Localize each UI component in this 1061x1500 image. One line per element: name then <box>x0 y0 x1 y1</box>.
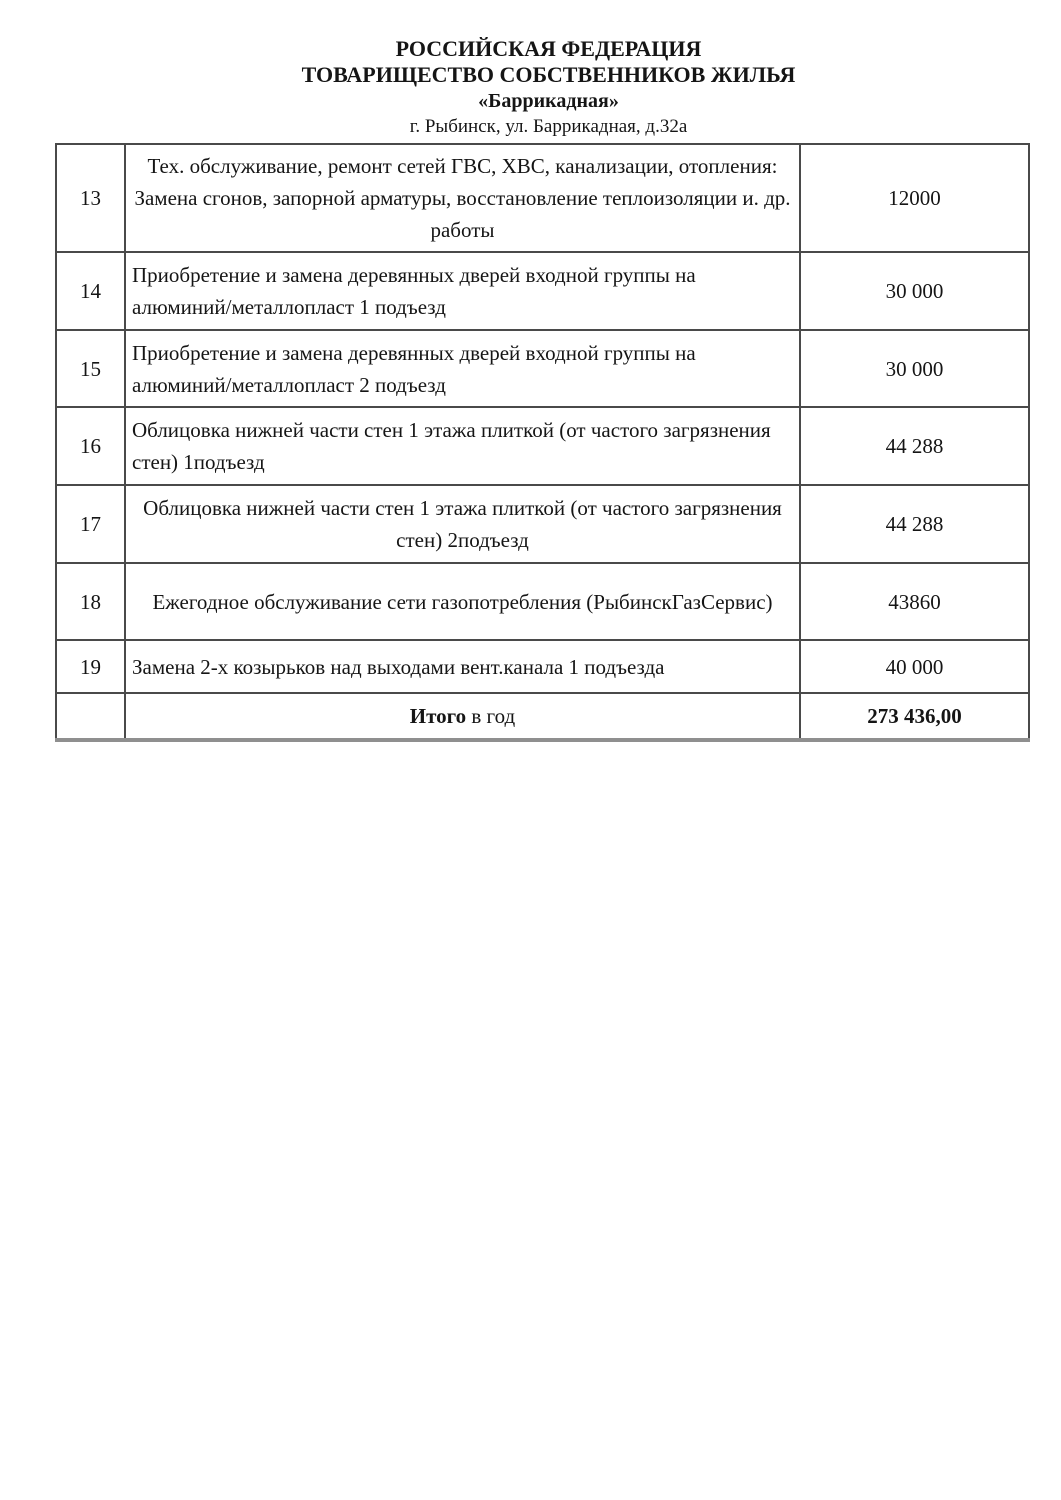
header-organization-name: «Баррикадная» <box>478 90 619 112</box>
table-row-18 <box>56 563 1029 640</box>
row-amount-cell: 44 288 <box>800 407 1029 485</box>
table-row-14 <box>56 252 1029 330</box>
table-row-15 <box>56 330 1029 407</box>
row-description-cell: Облицовка нижней части стен 1 этажа плиткой (от частого загрязнения стен) 2подъезд <box>125 485 800 563</box>
row-number-cell: 17 <box>56 485 125 563</box>
row-description-cell: Облицовка нижней части стен 1 этажа плиткой (от частого загрязнения стен) 1подъезд <box>125 407 800 485</box>
table-row-16 <box>56 407 1029 485</box>
total-label-rest: в год <box>466 704 516 728</box>
header-address: г. Рыбинск, ул. Баррикадная, д.32а <box>409 116 688 137</box>
row-description-cell: Тех. обслуживание, ремонт сетей ГВС, ХВС, канализации, отопления: Замена сгонов, запорной арматуры, восстановление теплоизоляции и. др. работы <box>125 144 800 252</box>
row-amount-cell: 43860 <box>800 563 1029 640</box>
row-number-cell: 14 <box>56 252 125 330</box>
row-amount-cell: 12000 <box>800 144 1029 252</box>
row-description-cell: Приобретение и замена деревянных дверей входной группы на алюминий/металлопласт 1 подъезд <box>125 252 800 330</box>
row-number-cell: 16 <box>56 407 125 485</box>
row-amount-cell: 30 000 <box>800 330 1029 407</box>
row-number-cell: 19 <box>56 640 125 693</box>
document-header <box>36 0 1061 140</box>
row-description-cell: Ежегодное обслуживание сети газопотребления (РыбинскГазСервис) <box>125 563 800 640</box>
row-number-cell: 15 <box>56 330 125 407</box>
header-organization: ТОВАРИЩЕСТВО СОБСТВЕННИКОВ ЖИЛЬЯ <box>301 62 796 87</box>
row-number-cell: 13 <box>56 144 125 252</box>
total-amount-cell: 273 436,00 <box>800 693 1029 740</box>
total-row <box>56 693 1029 740</box>
total-label-bold: Итого <box>409 704 467 728</box>
header-country: РОССИЙСКАЯ ФЕДЕРАЦИЯ <box>395 36 702 61</box>
table-row-13 <box>56 144 1029 252</box>
row-amount-cell: 30 000 <box>800 252 1029 330</box>
table-row-17 <box>56 485 1029 563</box>
total-empty-cell <box>56 693 125 740</box>
row-amount-cell: 44 288 <box>800 485 1029 563</box>
row-description-cell: Замена 2-х козырьков над выходами вент.канала 1 подъезда <box>125 640 800 693</box>
expenses-table <box>55 143 1030 742</box>
row-amount-cell: 40 000 <box>800 640 1029 693</box>
row-description-cell: Приобретение и замена деревянных дверей входной группы на алюминий/металлопласт 2 подъезд <box>125 330 800 407</box>
total-label-cell <box>125 693 800 740</box>
table-row-19 <box>56 640 1029 693</box>
row-number-cell: 18 <box>56 563 125 640</box>
